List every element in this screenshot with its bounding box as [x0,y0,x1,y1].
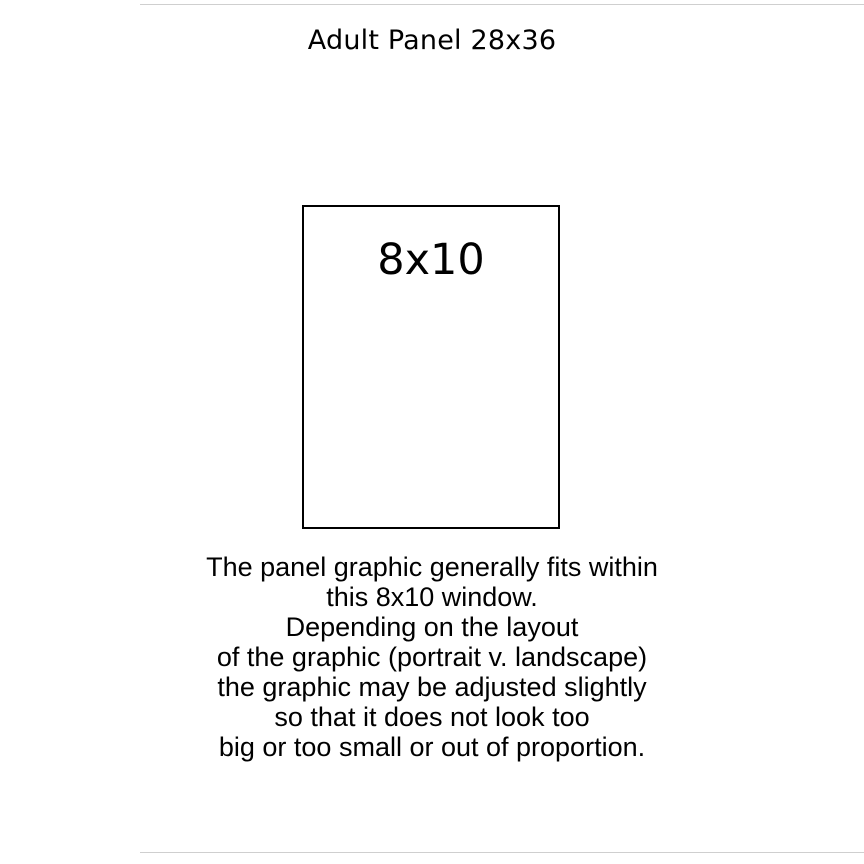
top-divider [140,4,864,5]
caption-line: Depending on the layout [285,612,579,642]
window-size-label: 8x10 [377,235,485,285]
caption-line: this 8x10 window. [326,582,538,612]
panel-window-outline [302,205,560,529]
caption-line: of the graphic (portrait v. landscape) [216,642,648,672]
page-title: Adult Panel 28x36 [307,25,557,56]
caption-line: big or too small or out of proportion. [218,732,646,762]
caption-block [32,552,832,762]
bottom-divider [140,852,864,853]
caption-line: so that it does not look too [274,702,590,732]
caption-line: The panel graphic generally fits within [206,552,658,582]
caption-line: the graphic may be adjusted slightly [217,672,647,702]
